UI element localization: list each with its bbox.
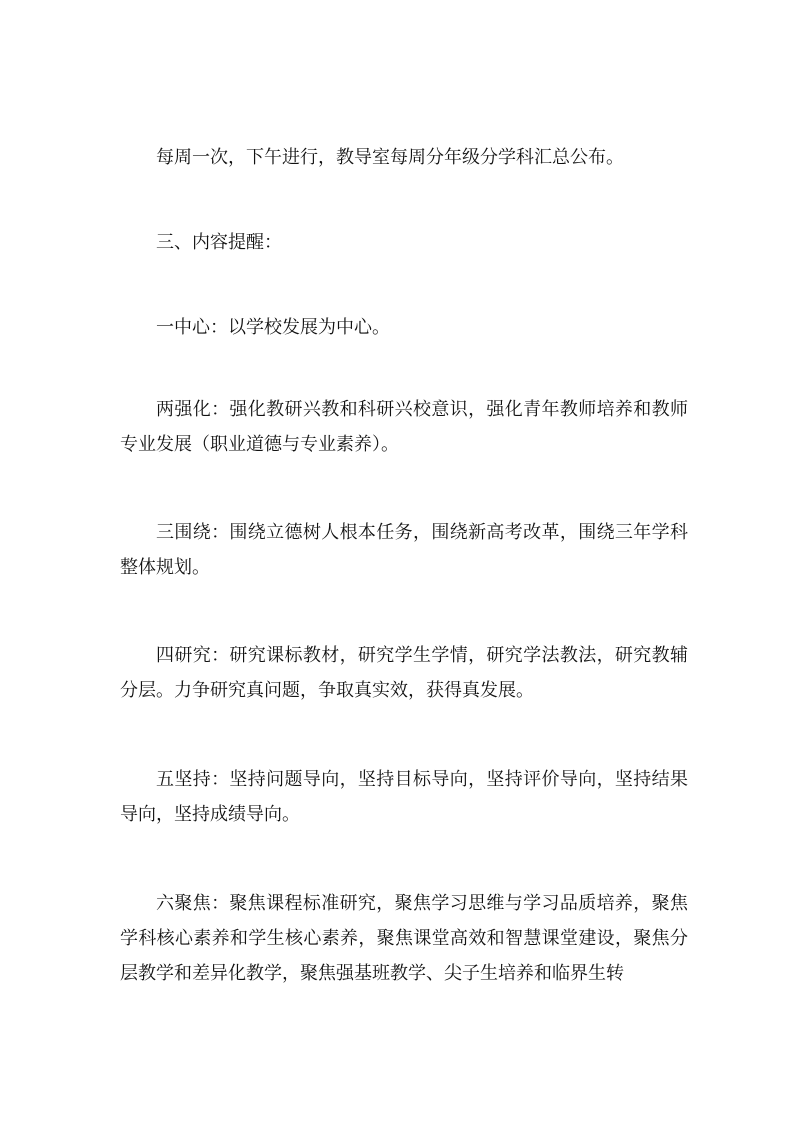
paragraph-six-focus: 六聚焦：聚焦课程标准研究，聚焦学习思维与学习品质培养，聚焦学科核心素养和学生核心素养，聚焦课堂高效和智慧课堂建设，聚焦分层教学和差异化教学，聚焦强基班教学、尖子生培养和临界生转 xyxy=(120,893,688,984)
paragraph-one-center: 一中心：以学校发展为中心。 xyxy=(156,317,390,338)
paragraph-schedule: 每周一次，下午进行，教导室每周分年级分学科汇总公布。 xyxy=(156,147,624,168)
paragraph-two-strengthen: 两强化：强化教研兴教和科研兴校意识，强化青年教师培养和教师专业发展（职业道德与专业素养）。 xyxy=(120,399,688,455)
paragraph-four-research: 四研究：研究课标教材，研究学生学情，研究学法教法，研究教辅分层。力争研究真问题，争取真实效，获得真发展。 xyxy=(120,645,688,701)
paragraph-five-adhere: 五坚持：坚持问题导向，坚持目标导向，坚持评价导向，坚持结果导向，坚持成绩导向。 xyxy=(120,769,688,825)
section-heading-content-reminder: 三、内容提醒： xyxy=(156,232,282,253)
paragraph-three-around: 三围绕：围绕立德树人根本任务，围绕新高考改革，围绕三年学科整体规划。 xyxy=(120,522,688,578)
